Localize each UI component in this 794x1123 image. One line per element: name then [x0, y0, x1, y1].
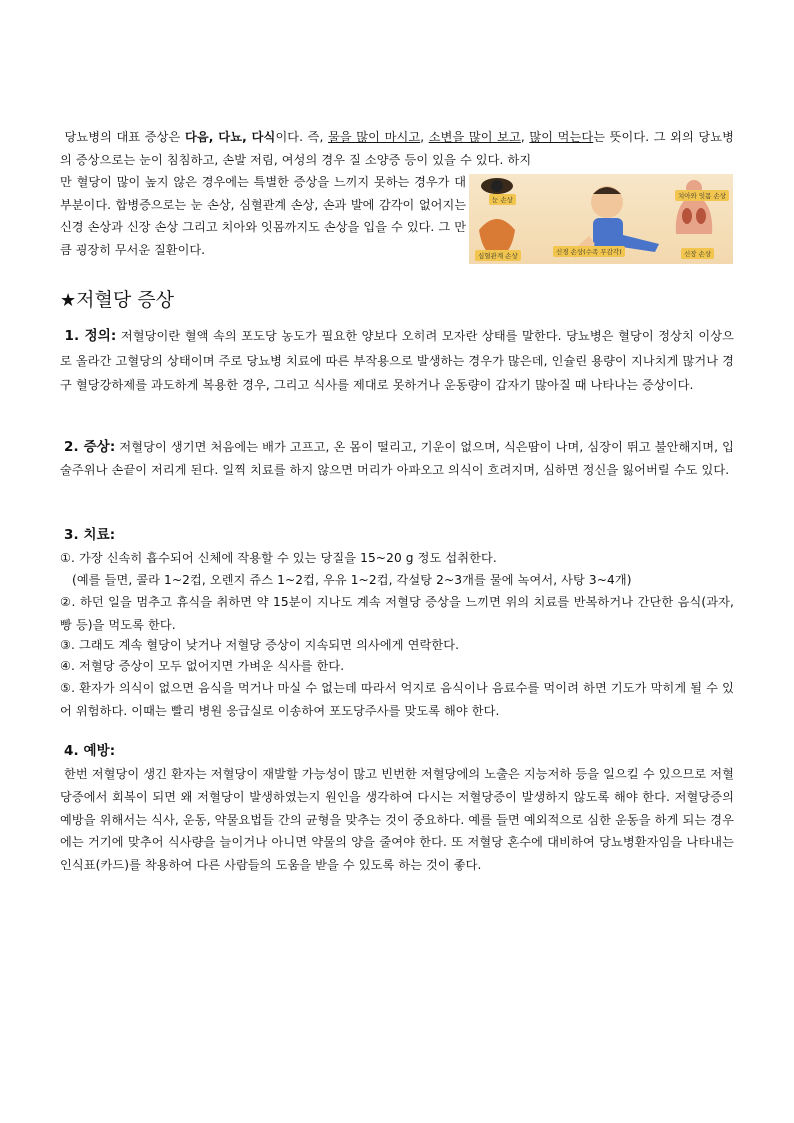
- label-nerve: 신경 손상(수족 무감각): [553, 246, 625, 257]
- prevention-heading: 4. 예방:: [63, 743, 116, 759]
- treatment-item: ②. 하던 일을 멈추고 휴식을 취하면 약 15분이 지나도 계속 저혈당 증상을 느끼면 위의 치료를 반복하거나 간단한 음식(과자, 빵 등)을 먹도록 한다.: [60, 595, 734, 632]
- intro-text: 는 뜻이다. 그 외의 당뇨병의 증상으로는 눈이 침침하고, 손발 저림, 여성의 경우 질 소양증 등이 있을 수 있다. 하지: [60, 130, 734, 167]
- treatment-item: ③. 그래도 계속 혈당이 낮거나 저혈당 증상이 지속되면 의사에게 연락한다.: [60, 638, 460, 652]
- intro-bold-symptoms: 다음, 다뇨, 다식: [184, 130, 276, 144]
- intro-paragraph: [60, 126, 734, 172]
- intro-wrapped-text: 만 혈당이 많이 높지 않은 경우에는 특별한 증상을 느끼지 못하는 경우가 대부분이다. 합병증으로는 눈 손상, 심혈관계 손상, 손과 발에 감각이 없어지는 신경 손상과 신장 손상 그리고 치아와 잇몸까지도 손상을 입을 수 있다. 그 만큼 굉장히 무서운 질환이다.: [60, 175, 466, 257]
- definition-text: 저혈당이란 혈액 속의 포도당 농도가 필요한 양보다 오히려 모자란 상태를 말한다. 당뇨병은 혈당이 정상치 이상으로 올라간 고혈당의 상태이며 주로 당뇨병 치료에 따른 부작용으로 발생하는 경우가 많은데, 인슐린 용량이 지나치게 많거나 경구 혈당강하제를 과도하게 복용한 경우, 그리고 식사를 제대로 못하거나 운동량이 갑자기 많아질 때 나타나는 증상이다.: [60, 329, 735, 392]
- definition-heading: 1. 정의:: [64, 328, 117, 344]
- prevention-heading-block: [60, 740, 734, 763]
- prevention-paragraph: [60, 763, 734, 877]
- symptoms-heading: 2. 증상:: [64, 439, 116, 455]
- treatment-item: ④. 저혈당 증상이 모두 없어지면 가벼운 식사를 한다.: [60, 659, 345, 673]
- label-teeth: 치아와 잇몸 손상: [675, 190, 729, 201]
- intro-sep: ,: [420, 130, 429, 144]
- underline-urine: 소변을 많이 보고: [428, 130, 521, 144]
- kidney-icon: [682, 208, 692, 224]
- intro-text: 당뇨병의 대표 증상은: [64, 130, 185, 144]
- treatment-item: ①. 가장 신속히 흡수되어 신체에 작용할 수 있는 당질을 15~20 g 정도 섭취한다.: [60, 551, 497, 565]
- treatment-heading-block: [60, 524, 734, 547]
- underline-drink: 물을 많이 마시고: [328, 130, 421, 144]
- underline-eat: 많이 먹는다: [529, 130, 594, 144]
- intro-text: 이다. 즉,: [275, 130, 329, 144]
- symptoms-text: 저혈당이 생기면 처음에는 배가 고프고, 온 몸이 떨리고, 기운이 없으며, 식은땀이 나며, 심장이 뛰고 불안해지며, 입술주위나 손끝이 저리게 된다. 일찍 치료를 하지 않으면 머리가 아파오고 의식이 흐려지며, 심하면 정신을 잃어버릴 수도 있다.: [60, 440, 734, 477]
- label-kidney: 신장 손상: [681, 248, 714, 259]
- label-heart: 심혈관계 손상: [475, 250, 521, 261]
- treatment-item: ⑤. 환자가 의식이 없으면 음식을 먹거나 마실 수 없는데 따라서 억지로 음식이나 음료수를 먹이려 하면 기도가 막히게 될 수 있어 위험하다. 이때는 빨리 병원 응급실로 이송하여 포도당주사를 맞도록 해야 한다.: [60, 681, 734, 718]
- treatment-item-example: (예를 들면, 콜라 1~2컵, 오렌지 쥬스 1~2컵, 우유 1~2컵, 각설탕 2~3개를 물에 녹여서, 사탕 3~4개): [72, 573, 632, 587]
- section-title: [60, 287, 174, 314]
- prevention-text: 한번 저혈당이 생긴 환자는 저혈당이 재발할 가능성이 많고 빈번한 저혈당에의 노출은 지능저하 등을 일으킬 수 있으므로 저혈당증에서 회복이 되면 왜 저혈당이 발생하였는지 원인을 생각하여 다시는 저혈당증이 발생하지 않도록 해야 한다. 저혈당증의 예방을 위해서는 식사, 운동, 약물요법들 간의 균형을 맞추는 것이 중요하다. 예를 들면 예외적으로 심한 운동을 하게 되는 경우에는 거기에 맞추어 식사량을 늘이거나 아니면 약물의 양을 줄여야 한다. 또 저혈당 혼수에 대비하여 당뇨병환자임을 나타내는 인식표(카드)를 착용하여 다른 사람들의 도움을 받을 수 있도록 하는 것이 좋다.: [60, 767, 734, 873]
- star-icon: ★: [60, 290, 77, 311]
- treatment-heading: 3. 치료:: [63, 527, 116, 543]
- diabetes-complications-illustration: [469, 174, 733, 264]
- label-eye: 눈 손상: [489, 194, 516, 205]
- intro-sep: ,: [520, 130, 530, 144]
- section-title-text: 저혈당 증상: [76, 289, 174, 311]
- definition-paragraph: [60, 324, 734, 398]
- symptoms-paragraph: [60, 436, 734, 482]
